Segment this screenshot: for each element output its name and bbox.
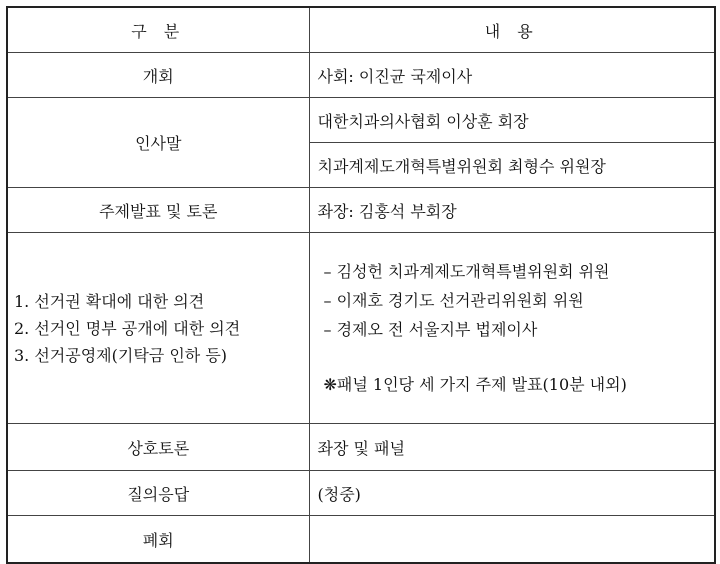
- table-row-greeting: [7, 98, 715, 143]
- panel-topic-1: 1. 선거권 확대에 대한 의견: [14, 291, 205, 311]
- mutual-content: 좌장 및 패널: [309, 424, 715, 471]
- panelist-3: – 경제오 전 서울지부 법제이사: [323, 320, 538, 339]
- qa-label: 질의응답: [7, 471, 309, 516]
- greeting-label: 인사말: [7, 98, 309, 188]
- table-row-closing: [7, 516, 715, 564]
- opening-content: 사회: 이진균 국제이사: [309, 53, 715, 98]
- topic-label: 주제발표 및 토론: [7, 188, 309, 233]
- table-row-topic: [7, 188, 715, 233]
- greeting-content-1: 대한치과의사협회 이상훈 회장: [309, 98, 715, 143]
- header-category: 구 분: [7, 7, 309, 53]
- panel-topics: [7, 233, 309, 424]
- header-content: 내 용: [309, 7, 715, 53]
- panel-content: [309, 233, 715, 424]
- topic-content: 좌장: 김홍석 부회장: [309, 188, 715, 233]
- opening-label: 개회: [7, 53, 309, 98]
- closing-content: [309, 516, 715, 564]
- panel-topic-3: 3. 선거공영제(기탁금 인하 등): [14, 345, 228, 365]
- panel-topic-2: 2. 선거인 명부 공개에 대한 의견: [14, 318, 241, 338]
- mutual-label: 상호토론: [7, 424, 309, 471]
- panelist-2: – 이재호 경기도 선거관리위원회 위원: [323, 291, 584, 310]
- table-row-qa: [7, 471, 715, 516]
- panelist-1: – 김성헌 치과계제도개혁특별위원회 위원: [323, 262, 610, 281]
- closing-label: 폐회: [7, 516, 309, 564]
- greeting-content-2: 치과계제도개혁특별위원회 최형수 위원장: [309, 143, 715, 188]
- panel-note: ❋패널 1인당 세 가지 주제 발표(10분 내외): [323, 375, 627, 394]
- table-header-row: [7, 7, 715, 53]
- table-row-panel: [7, 233, 715, 424]
- table-row-opening: [7, 53, 715, 98]
- table-row-mutual: [7, 424, 715, 471]
- program-table: [6, 6, 716, 564]
- qa-content: (청중): [309, 471, 715, 516]
